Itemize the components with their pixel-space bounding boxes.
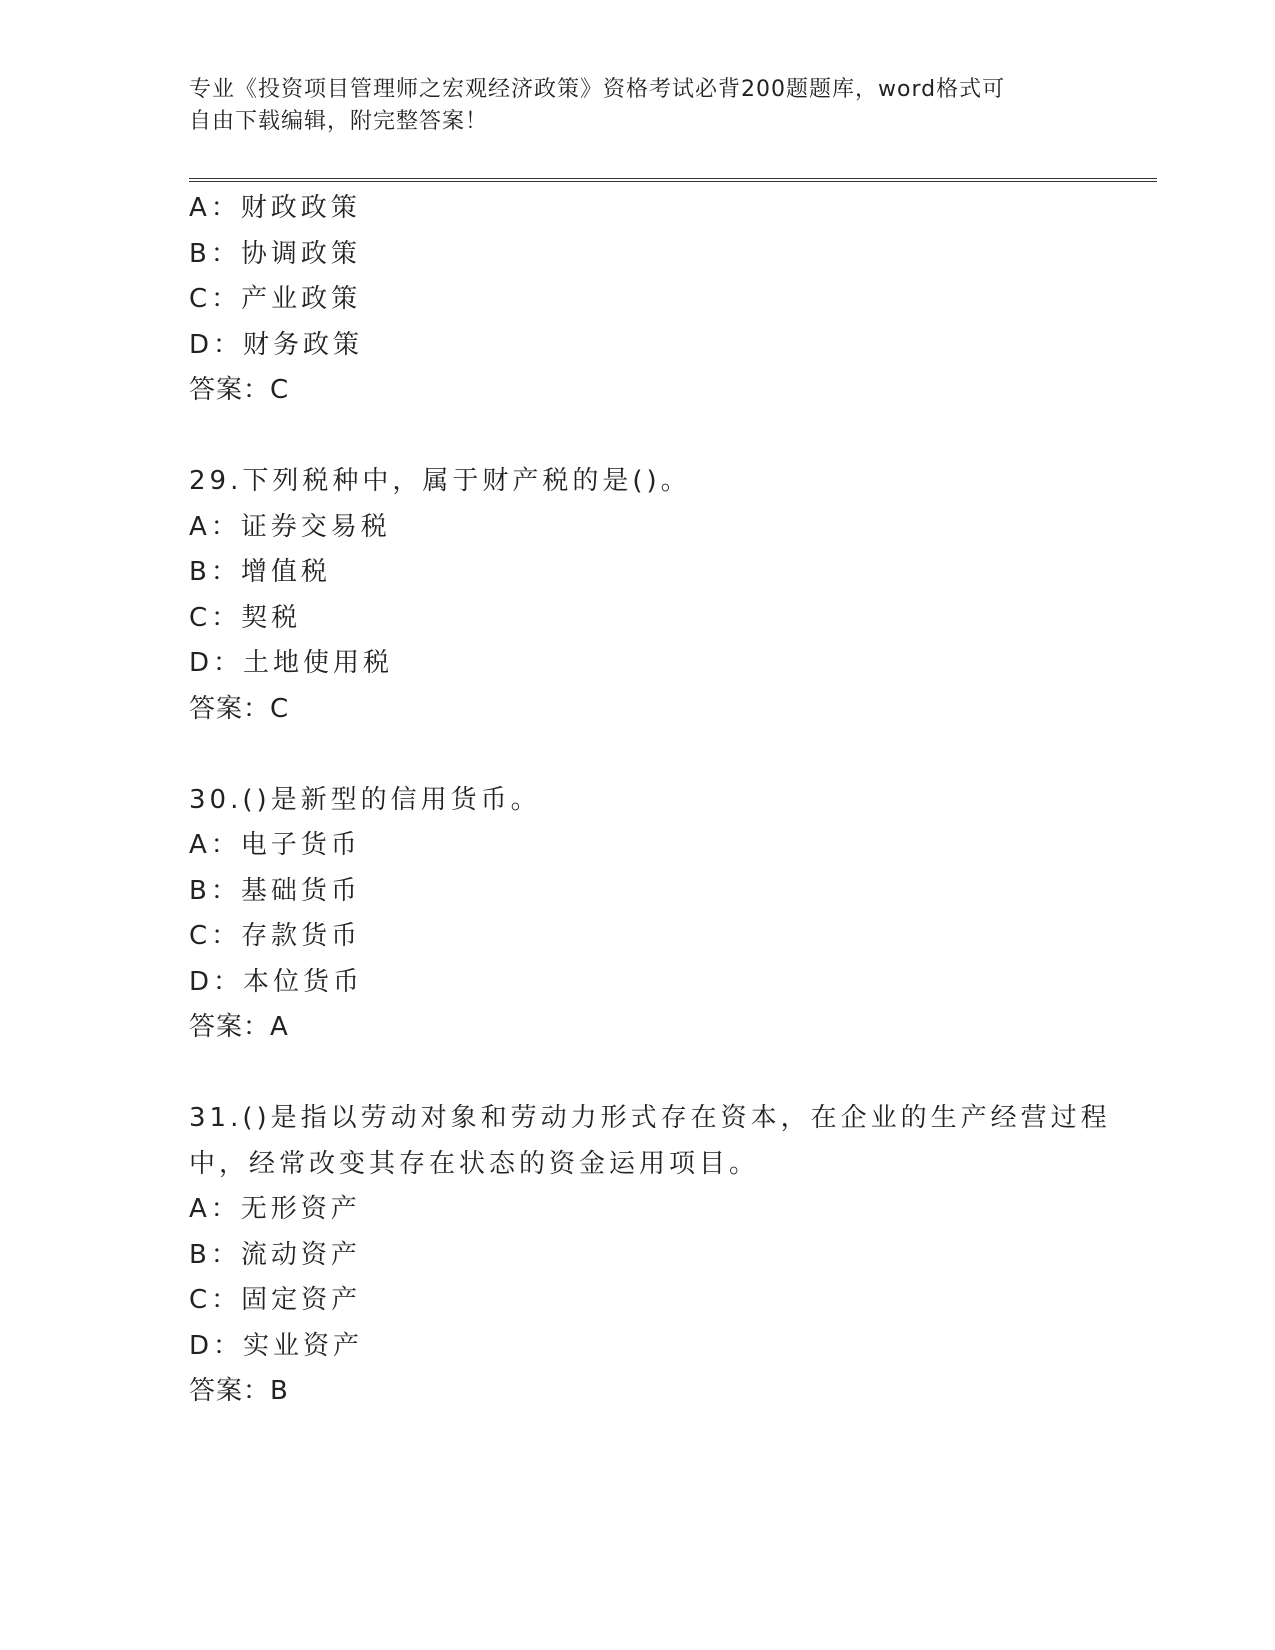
question-spacer xyxy=(189,414,1089,460)
question-30 xyxy=(189,778,1089,1051)
option-b: B：基础货币 xyxy=(189,875,361,906)
option-b: B：流动资产 xyxy=(189,1239,361,1270)
option-d: D：实业资产 xyxy=(189,1330,364,1361)
option-d: D：土地使用税 xyxy=(189,648,394,678)
option-d: D：财务政策 xyxy=(189,329,364,360)
header-divider xyxy=(189,178,1157,182)
header-title-line-2: 自由下载编辑，附完整答案！ xyxy=(189,109,489,134)
question-29 xyxy=(189,459,1089,732)
question-stem: 29.下列税种中，属于财产税的是()。 xyxy=(189,466,691,496)
header-title-line-1: 专业《投资项目管理师之宏观经济政策》资格考试必背200题题库，word格式可 xyxy=(189,77,1006,102)
option-c: C：固定资产 xyxy=(189,1285,362,1315)
answer-line: 答案：C xyxy=(189,693,290,724)
document-header xyxy=(189,74,1069,138)
option-a: A：财政政策 xyxy=(189,193,361,223)
question-list xyxy=(189,186,1111,1415)
question-stem: 30.()是新型的信用货币。 xyxy=(189,784,541,815)
option-b: B：增值税 xyxy=(189,557,331,587)
option-a: A：电子货币 xyxy=(189,830,361,860)
answer-line: 答案：A xyxy=(189,1012,289,1042)
question-stem-line-2: 中，经常改变其存在状态的资金运用项目。 xyxy=(189,1148,760,1179)
question-spacer xyxy=(189,1051,1089,1097)
option-c: C：契税 xyxy=(189,602,302,633)
option-c: C：产业政策 xyxy=(189,284,362,314)
question-28-partial xyxy=(189,186,1089,414)
option-a: A：证券交易税 xyxy=(189,511,391,542)
answer-line: 答案：C xyxy=(189,375,290,405)
question-stem-line-1: 31.()是指以劳动对象和劳动力形式存在资本，在企业的生产经营过程 xyxy=(189,1103,1111,1133)
option-c: C：存款货币 xyxy=(189,921,362,951)
option-a: A：无形资产 xyxy=(189,1194,361,1224)
question-spacer xyxy=(189,732,1089,778)
option-b: B：协调政策 xyxy=(189,238,361,269)
question-31 xyxy=(189,1096,1111,1415)
answer-line: 答案：B xyxy=(189,1376,289,1406)
option-d: D：本位货币 xyxy=(189,966,364,997)
